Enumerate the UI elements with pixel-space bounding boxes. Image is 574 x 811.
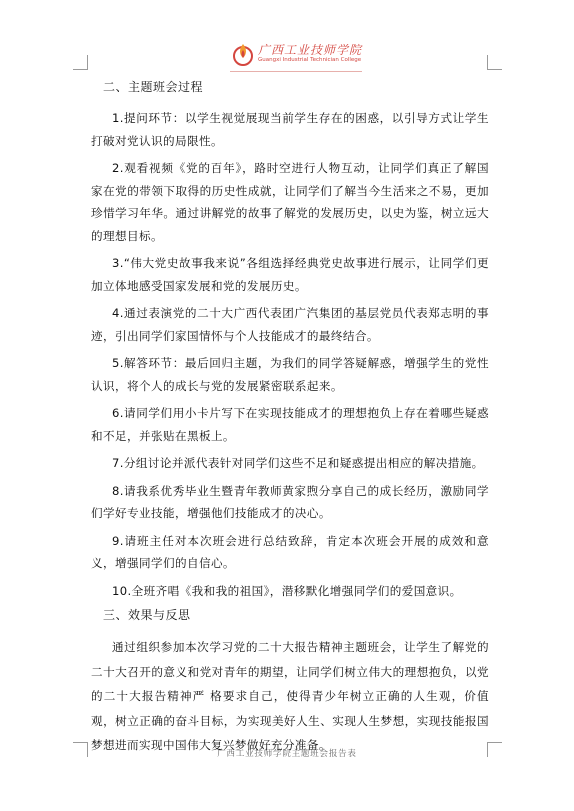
college-name-cn: 广西工业技师学院 xyxy=(258,43,363,58)
college-logo-text xyxy=(258,44,362,64)
process-step-9: 9.请班主任对本次班会进行总结致辞，肯定本次班会开展的成效和意义，增强同学们的自信心。 xyxy=(91,533,489,570)
process-step-1: 1.提问环节：以学生视觉展现当前学生存在的困惑，以引导方式让学生打破对党认识的局限性。 xyxy=(91,111,489,148)
college-name-en: Guangxi Industrial Technician College xyxy=(258,57,362,64)
page-footer: 广西工业技师学院主题班会报告表 xyxy=(217,749,357,759)
process-step-2: 2.观看视频《党的百年》，路时空进行人物互动，让同学们真正了解国家在党的带领下取得的历史性成就，让同学们了解当今生活来之不易，更加珍惜学习年华。通过讲解党的故事了解党的发展历史，以史为鉴，树立远大的理想目标。 xyxy=(91,161,489,243)
section-heading-process: 二、主题班会过程 xyxy=(103,80,204,94)
header-divider xyxy=(230,71,362,72)
process-step-5: 5.解答环节：最后回归主题，为我们的同学答疑解惑，增强学生的党性认识，将个人的成长与党的发展紧密联系起来。 xyxy=(91,356,489,393)
process-step-4: 4.通过表演党的二十大广西代表团广汽集团的基层党员代表郑志明的事迹，引出同学们家国情怀与个人技能成才的最终结合。 xyxy=(91,306,489,343)
page-header xyxy=(232,38,362,70)
process-step-6: 6.请同学们用小卡片写下在实现技能成才的理想抱负上存在着哪些疑惑和不足，并张贴在黑板上。 xyxy=(91,406,489,443)
process-step-10: 10.全班齐唱《我和我的祖国》，潜移默化增强同学们的爱国意识。 xyxy=(112,583,462,598)
results-paragraph: 通过组织参加本次学习党的二十大报告精神主题班会，让学生了解党的二十大召开的意义和党对青年的期望，让同学们树立伟大的理想抱负，以党的二十大报告精神严 格要求自己，使得青少年树立正确的人生观，价值观，树立正确的奋斗目标，为实现美好人生、实现人生梦想，实现技能报国梦想进而实现中国伟大复兴梦做好充分准备。 xyxy=(91,640,489,752)
college-logo-icon xyxy=(232,41,254,67)
process-step-7: 7.分组讨论并派代表针对同学们这些不足和疑惑提出相应的解决措施。 xyxy=(112,456,484,470)
section-heading-results: 三、效果与反思 xyxy=(103,608,191,622)
process-step-8: 8.请我系优秀毕业生暨青年教师黄家煦分享自己的成长经历，激励同学们学好专业技能，增强他们技能成才的决心。 xyxy=(91,483,489,520)
page-corner-mark-top-left xyxy=(73,55,88,70)
page-corner-mark-top-right xyxy=(487,55,502,70)
document-body xyxy=(91,77,489,758)
process-step-3: 3.“伟大党史故事我来说”各组选择经典党史故事进行展示，让同学们更加立体地感受国家发展和党的发展历史。 xyxy=(91,256,489,293)
